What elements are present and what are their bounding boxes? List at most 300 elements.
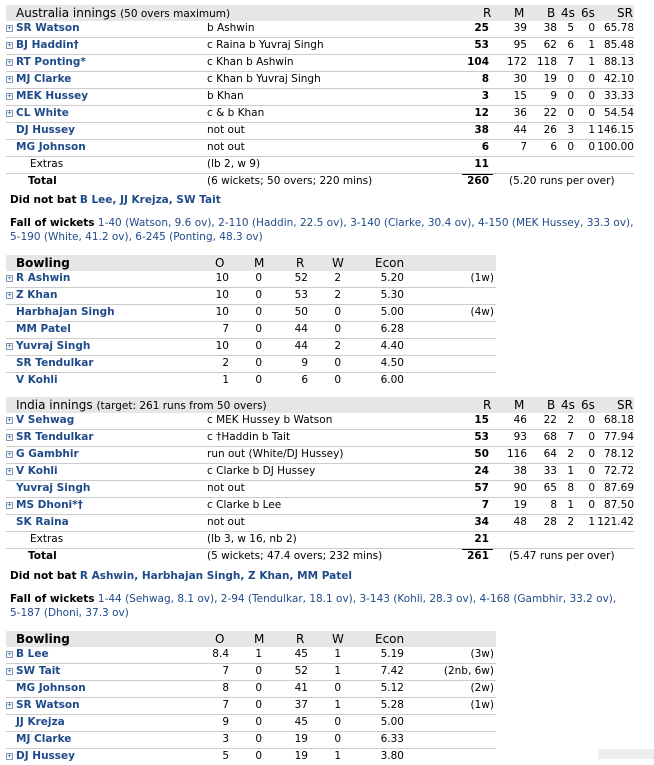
dismissal-text: not out (207, 482, 245, 494)
batsman-name-link[interactable]: Yuvraj Singh (16, 482, 91, 494)
stat-value: 77.94 (603, 431, 634, 443)
batsman-name-link[interactable]: V Sehwag (16, 414, 75, 426)
col-header-sixes: 6s (581, 398, 595, 412)
bowler-row (6, 287, 496, 304)
expand-icon[interactable]: + (7, 291, 12, 299)
expand-icon[interactable]: + (7, 433, 12, 441)
dismissal-text: c & b Khan (207, 107, 265, 119)
stat-value: 28 (543, 516, 557, 528)
extras-row (6, 156, 634, 173)
stat-value: 261 (467, 550, 489, 562)
stat-value: 50 (474, 448, 489, 460)
expand-icon[interactable]: + (7, 701, 12, 709)
col-header-strike-rate: SR (617, 398, 633, 412)
stat-value: 0 (567, 141, 574, 153)
stat-value: 48 (513, 516, 527, 528)
stat-value: 1 (588, 56, 595, 68)
expand-icon[interactable]: + (7, 450, 12, 458)
stat-value: 2 (334, 289, 341, 301)
batsman-row (6, 71, 634, 88)
stat-value: 88.13 (603, 56, 634, 68)
stat-value: 44 (294, 340, 308, 352)
stat-value: 7 (567, 431, 574, 443)
batsman-name-link[interactable]: SK Raina (16, 516, 69, 528)
bowler-name-link[interactable]: Z Khan (16, 289, 58, 301)
stat-value: 0 (567, 107, 574, 119)
stat-value: 41 (294, 682, 308, 694)
expand-icon[interactable]: + (7, 274, 12, 282)
stat-value: 1 (588, 516, 595, 528)
bowler-name-link[interactable]: SR Tendulkar (16, 357, 94, 369)
page-corner (598, 749, 654, 759)
stat-value: 62 (543, 39, 557, 51)
stat-value: 0 (255, 699, 262, 711)
stat-value: 54.54 (603, 107, 634, 119)
stat-value: 11 (474, 158, 489, 170)
bowler-row (6, 647, 496, 663)
stat-value: 12 (474, 107, 489, 119)
col-header-fours: 4s (561, 6, 575, 20)
bowler-name-link[interactable]: R Ashwin (16, 272, 71, 284)
stat-value: 53 (474, 39, 489, 51)
batsman-name-link[interactable]: G Gambhir (16, 448, 79, 460)
expand-icon[interactable]: + (7, 342, 12, 350)
stat-value: 2 (567, 448, 574, 460)
batsman-row (6, 514, 634, 531)
stat-value: 19 (543, 73, 557, 85)
bowler-name-link[interactable]: MG Johnson (16, 682, 86, 694)
extras-detail: (lb 2, w 9) (207, 158, 261, 170)
stat-value: 0 (255, 357, 262, 369)
stat-value: 0 (588, 431, 595, 443)
stat-value: 0 (255, 340, 262, 352)
extras-row (6, 531, 634, 548)
stat-value: 90 (513, 482, 527, 494)
stat-value: 6 (567, 39, 574, 51)
extras-note: (1w) (470, 699, 494, 711)
bowling-header (6, 255, 496, 271)
dismissal-text: run out (White/DJ Hussey) (207, 448, 344, 460)
extras-label: Extras (30, 533, 64, 545)
stat-value: 5.30 (380, 289, 404, 301)
expand-icon[interactable]: + (7, 752, 12, 760)
stat-value: 65 (543, 482, 557, 494)
expand-icon[interactable]: + (7, 467, 12, 475)
stat-value: 3 (567, 124, 574, 136)
stat-value: 5.20 (380, 272, 404, 284)
batsman-row (6, 37, 634, 54)
stat-value: 93 (513, 431, 527, 443)
bowler-row (6, 697, 496, 714)
batsman-name-link[interactable]: MEK Hussey (16, 90, 89, 102)
col-header-maidens: M (254, 256, 265, 270)
stat-value: 1 (255, 648, 262, 660)
australia-fall-of-wickets: Fall of wickets 1-40 (Watson, 9.6 ov), 2-110 (Haddin, 22.5 ov), 3-140 (Clarke, 30.4 ov), 4-150 (MEK Hussey, 33.3 ov), 5-190 (White, 41.2 ov), 6-245 (Ponting, 48.3 ov) (10, 217, 634, 243)
batsman-row (6, 413, 634, 429)
batsman-row (6, 446, 634, 463)
stat-value: 19 (513, 499, 527, 511)
stat-value: 0 (255, 665, 262, 677)
stat-value: 0 (334, 357, 341, 369)
batsman-name-link[interactable]: SR Tendulkar (16, 431, 94, 443)
india-batting-table (6, 397, 634, 565)
bowling-title: Bowling (16, 632, 70, 646)
stat-value: 1 (567, 465, 574, 477)
total-detail: (5 wickets; 47.4 overs; 232 mins) (207, 550, 383, 562)
col-header-maidens: M (254, 632, 265, 646)
stat-value: 7 (222, 665, 229, 677)
stat-value: 30 (513, 73, 527, 85)
stat-value: 104 (467, 56, 489, 68)
innings-title: Australia innings (50 overs maximum) (16, 6, 231, 20)
extras-note: (2w) (470, 682, 494, 694)
stat-value: 6 (550, 141, 557, 153)
bowling-header (6, 631, 496, 647)
stat-value: 22 (543, 414, 557, 426)
stat-value: 44 (513, 124, 527, 136)
stat-value: 78.12 (603, 448, 634, 460)
extras-note: (4w) (470, 306, 494, 318)
innings-title: India innings (target: 261 runs from 50 overs) (16, 398, 267, 412)
extras-note: (2nb, 6w) (443, 665, 494, 677)
stat-value: 1 (222, 374, 229, 386)
australia-batting-table (6, 5, 634, 190)
col-header-balls: B (547, 398, 556, 412)
stat-value: 9 (222, 716, 229, 728)
dismissal-text: c Clarke b DJ Hussey (207, 465, 316, 477)
australia-innings-header (6, 5, 634, 21)
stat-value: 0 (588, 141, 595, 153)
col-header-fours: 4s (561, 398, 575, 412)
stat-value: 15 (513, 90, 527, 102)
stat-value: 46 (513, 414, 527, 426)
stat-value: 8 (481, 73, 489, 85)
total-underline (462, 549, 493, 550)
stat-value: 0 (334, 374, 341, 386)
dismissal-text: b Ashwin (207, 22, 255, 34)
stat-value: 19 (294, 750, 308, 762)
stat-value: 7 (222, 323, 229, 335)
col-header-runs: R (296, 256, 305, 270)
bowler-name-link[interactable]: SR Watson (16, 699, 80, 711)
stat-value: 0 (334, 306, 341, 318)
india-fall-of-wickets: Fall of wickets 1-44 (Sehwag, 8.1 ov), 2-94 (Tendulkar, 18.1 ov), 3-143 (Kohli, 28.3 ov), 4-168 (Gambhir, 33.2 ov), 5-187 (Dhoni, 37.3 ov) (10, 593, 617, 619)
stat-value: 1 (334, 699, 341, 711)
stat-value: 21 (474, 533, 489, 545)
stat-value: 1 (334, 665, 341, 677)
bowling-title: Bowling (16, 256, 70, 270)
bowler-row (6, 731, 496, 748)
total-underline (462, 174, 493, 175)
bowler-name-link[interactable]: V Kohli (16, 374, 58, 386)
run-rate: (5.20 runs per over) (509, 175, 615, 187)
stat-value: 5 (567, 22, 574, 34)
stat-value: 2 (222, 357, 229, 369)
stat-value: 0 (255, 682, 262, 694)
stat-value: 116 (506, 448, 527, 460)
stat-value: 0 (588, 107, 595, 119)
dismissal-text: b Khan (207, 90, 244, 102)
stat-value: 10 (215, 272, 229, 284)
dismissal-text: c MEK Hussey b Watson (207, 414, 333, 426)
bowler-name-link[interactable]: JJ Krejza (16, 716, 65, 728)
bowler-name-link[interactable]: DJ Hussey (16, 750, 76, 762)
expand-icon[interactable]: + (7, 416, 12, 424)
col-header-economy: Econ (375, 256, 405, 270)
stat-value: 9 (301, 357, 308, 369)
total-detail: (6 wickets; 50 overs; 220 mins) (207, 175, 373, 187)
stat-value: 22 (543, 107, 557, 119)
extras-note: (3w) (470, 648, 494, 660)
stat-value: 118 (536, 56, 557, 68)
stat-value: 9 (550, 90, 557, 102)
total-label: Total (28, 550, 57, 562)
col-header-wickets: W (332, 256, 344, 270)
dismissal-text: not out (207, 516, 245, 528)
batsman-row (6, 429, 634, 446)
stat-value: 37 (294, 699, 308, 711)
total-row (6, 173, 634, 190)
stat-value: 68.18 (603, 414, 634, 426)
stat-value: 95 (513, 39, 527, 51)
stat-value: 39 (513, 22, 527, 34)
expand-icon[interactable]: + (7, 24, 12, 32)
stat-value: 0 (567, 90, 574, 102)
stat-value: 0 (255, 323, 262, 335)
dismissal-text: c Khan b Ashwin (207, 56, 294, 68)
stat-value: 38 (474, 124, 489, 136)
stat-value: 10 (215, 306, 229, 318)
bowler-row (6, 338, 496, 355)
stat-value: 5 (222, 750, 229, 762)
stat-value: 3.80 (380, 750, 404, 762)
total-label: Total (28, 175, 57, 187)
col-header-sixes: 6s (581, 6, 595, 20)
stat-value: 5.28 (380, 699, 404, 711)
stat-value: 19 (294, 733, 308, 745)
stat-value: 0 (588, 22, 595, 34)
stat-value: 172 (506, 56, 527, 68)
batsman-name-link[interactable]: V Kohli (16, 465, 58, 477)
stat-value: 100.00 (597, 141, 634, 153)
stat-value: 3 (222, 733, 229, 745)
bowler-row (6, 748, 496, 765)
bowler-row (6, 304, 496, 321)
stat-value: 45 (294, 716, 308, 728)
stat-value: 33.33 (603, 90, 634, 102)
stat-value: 10 (215, 340, 229, 352)
stat-value: 0 (255, 289, 262, 301)
batsman-row (6, 497, 634, 514)
bowler-name-link[interactable]: SW Tait (16, 665, 61, 677)
expand-icon[interactable]: + (7, 667, 12, 675)
batsman-name-link[interactable]: RT Ponting* (16, 56, 86, 68)
stat-value: 0 (588, 499, 595, 511)
col-header-wickets: W (332, 632, 344, 646)
bowler-name-link[interactable]: Yuvraj Singh (16, 340, 91, 352)
bowler-name-link[interactable]: MJ Clarke (16, 733, 72, 745)
batsman-name-link[interactable]: MJ Clarke (16, 73, 72, 85)
stat-value: 5.12 (380, 682, 404, 694)
stat-value: 36 (513, 107, 527, 119)
stat-value: 0 (334, 716, 341, 728)
stat-value: 1 (334, 648, 341, 660)
dismissal-text: c Raina b Yuvraj Singh (207, 39, 324, 51)
col-header-overs: O (215, 256, 225, 270)
stat-value: 146.15 (597, 124, 634, 136)
batsman-name-link[interactable]: DJ Hussey (16, 124, 76, 136)
stat-value: 121.42 (597, 516, 634, 528)
stat-value: 8 (567, 482, 574, 494)
bowler-row (6, 714, 496, 731)
stat-value: 1 (334, 750, 341, 762)
stat-value: 34 (474, 516, 489, 528)
batsman-row (6, 139, 634, 156)
batsman-row (6, 105, 634, 122)
bowler-row (6, 321, 496, 338)
stat-value: 50 (294, 306, 308, 318)
stat-value: 0 (588, 465, 595, 477)
bowler-row (6, 680, 496, 697)
stat-value: 52 (294, 272, 308, 284)
stat-value: 7.42 (380, 665, 404, 677)
india-innings-header (6, 397, 634, 413)
stat-value: 33 (543, 465, 557, 477)
stat-value: 57 (474, 482, 489, 494)
expand-icon[interactable]: + (7, 501, 12, 509)
stat-value: 0 (588, 73, 595, 85)
stat-value: 0 (588, 414, 595, 426)
stat-value: 0 (334, 323, 341, 335)
dismissal-text: c †Haddin b Tait (207, 431, 291, 443)
col-header-strike-rate: SR (617, 6, 633, 20)
extras-note: (1w) (470, 272, 494, 284)
col-header-runs: R (483, 398, 492, 412)
stat-value: 72.72 (603, 465, 634, 477)
extras-label: Extras (30, 158, 64, 170)
col-header-minutes: M (514, 6, 525, 20)
stat-value: 42.10 (603, 73, 634, 85)
extras-detail: (lb 3, w 16, nb 2) (207, 533, 297, 545)
stat-value: 25 (474, 22, 489, 34)
dismissal-text: c Clarke b Lee (207, 499, 282, 511)
stat-value: 65.78 (603, 22, 634, 34)
batsman-name-link[interactable]: SR Watson (16, 22, 80, 34)
stat-value: 8 (550, 499, 557, 511)
stat-value: 0 (588, 90, 595, 102)
stat-value: 6 (481, 141, 489, 153)
stat-value: 4.50 (380, 357, 404, 369)
india-bowling-table (6, 255, 496, 389)
stat-value: 0 (334, 682, 341, 694)
stat-value: 38 (513, 465, 527, 477)
batsman-name-link[interactable]: MG Johnson (16, 141, 86, 153)
expand-icon[interactable]: + (7, 650, 12, 658)
bowler-name-link[interactable]: B Lee (16, 648, 49, 660)
stat-value: 7 (222, 699, 229, 711)
stat-value: 2 (567, 414, 574, 426)
stat-value: 7 (481, 499, 489, 511)
stat-value: 5.00 (380, 306, 404, 318)
stat-value: 10 (215, 289, 229, 301)
stat-value: 0 (255, 272, 262, 284)
dismissal-text: c Khan b Yuvraj Singh (207, 73, 321, 85)
expand-icon[interactable]: + (7, 75, 12, 83)
stat-value: 8 (222, 682, 229, 694)
batsman-name-link[interactable]: CL White (16, 107, 69, 119)
stat-value: 7 (567, 56, 574, 68)
batsman-row (6, 480, 634, 497)
stat-value: 0 (567, 73, 574, 85)
stat-value: 2 (334, 272, 341, 284)
stat-value: 0 (255, 733, 262, 745)
australia-did-not-bat: Did not bat B Lee, JJ Krejza, SW Tait (10, 194, 221, 206)
stat-value: 64 (543, 448, 557, 460)
stat-value: 0 (255, 716, 262, 728)
col-header-economy: Econ (375, 632, 405, 646)
stat-value: 15 (474, 414, 489, 426)
stat-value: 1 (588, 124, 595, 136)
col-header-runs: R (483, 6, 492, 20)
stat-value: 6 (301, 374, 308, 386)
stat-value: 1 (567, 499, 574, 511)
stat-value: 53 (294, 289, 308, 301)
stat-value: 260 (467, 175, 489, 187)
batsman-row (6, 21, 634, 37)
dismissal-text: not out (207, 124, 245, 136)
stat-value: 44 (294, 323, 308, 335)
batsman-name-link[interactable]: BJ Haddin† (16, 39, 79, 51)
stat-value: 1 (588, 39, 595, 51)
stat-value: 87.50 (603, 499, 634, 511)
run-rate: (5.47 runs per over) (509, 550, 615, 562)
dismissal-text: not out (207, 141, 245, 153)
col-header-balls: B (547, 6, 556, 20)
stat-value: 6.28 (380, 323, 404, 335)
total-row (6, 548, 634, 565)
stat-value: 5.19 (380, 648, 404, 660)
batsman-name-link[interactable]: MS Dhoni*† (16, 499, 83, 511)
stat-value: 0 (255, 750, 262, 762)
stat-value: 26 (543, 124, 557, 136)
bowler-name-link[interactable]: Harbhajan Singh (16, 306, 115, 318)
expand-icon[interactable]: + (7, 58, 12, 66)
stat-value: 38 (543, 22, 557, 34)
india-did-not-bat: Did not bat R Ashwin, Harbhajan Singh, Z Khan, MM Patel (10, 570, 352, 582)
stat-value: 85.48 (603, 39, 634, 51)
batsman-row (6, 88, 634, 105)
bowler-row (6, 372, 496, 389)
stat-value: 8.4 (212, 648, 229, 660)
col-header-minutes: M (514, 398, 525, 412)
stat-value: 24 (474, 465, 489, 477)
bowler-row (6, 355, 496, 372)
stat-value: 68 (543, 431, 557, 443)
bowler-row (6, 271, 496, 287)
stat-value: 52 (294, 665, 308, 677)
expand-icon[interactable]: + (7, 41, 12, 49)
bowler-row (6, 663, 496, 680)
stat-value: 2 (334, 340, 341, 352)
col-header-runs: R (296, 632, 305, 646)
stat-value: 7 (520, 141, 527, 153)
expand-icon[interactable]: + (7, 109, 12, 117)
stat-value: 0 (588, 448, 595, 460)
expand-icon[interactable]: + (7, 92, 12, 100)
stat-value: 3 (481, 90, 489, 102)
stat-value: 45 (294, 648, 308, 660)
bowler-name-link[interactable]: MM Patel (16, 323, 71, 335)
